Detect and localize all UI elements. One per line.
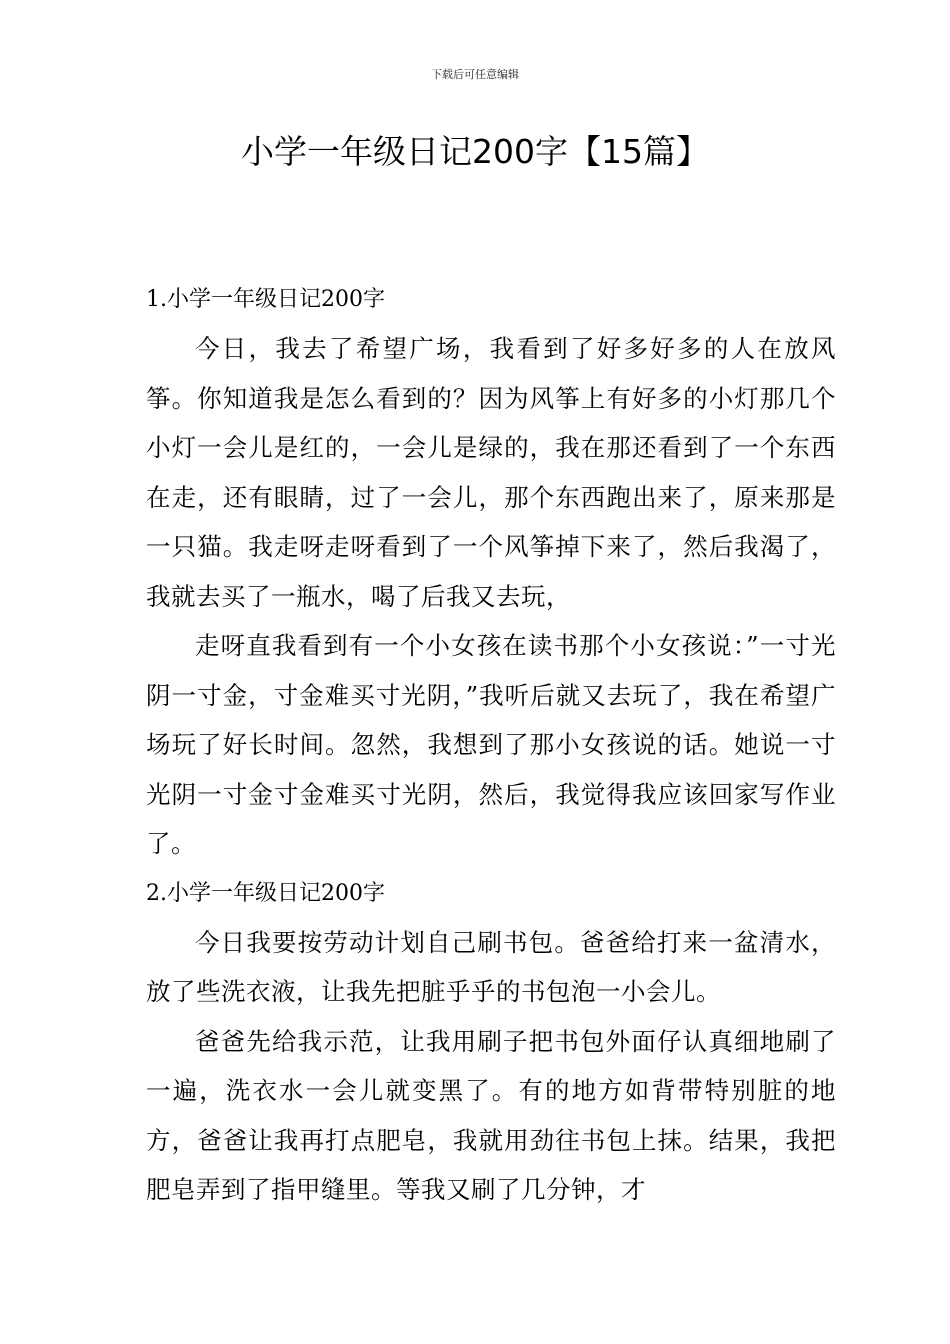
paragraph: 爸爸先给我示范，让我用刷子把书包外面仔认真细地刷了一遍，洗衣水一会儿就变黑了。有的地方如背带特别脏的地方，爸爸让我再打点肥皂，我就用劲往书包上抹。结果，我把肥皂弄到了指甲缝里。等我又刷了几分钟，才: [146, 1026, 836, 1204]
diary-section-1: [146, 275, 836, 869]
header-note: 下载后可任意编辑: [431, 68, 519, 81]
paragraph: 今日我要按劳动计划自己刷书包。爸爸给打来一盆清水，放了些洗衣液，让我先把脏乎乎的书包泡一小会儿。: [146, 927, 836, 1006]
diary-section-2: [146, 869, 836, 1215]
section-heading: 2.小学一年级日记200字: [146, 880, 385, 906]
paragraph: 走呀直我看到有一个小女孩在读书那个小女孩说：”一寸光阴一寸金，寸金难买寸光阴，”我听后就又去玩了，我在希望广场玩了好长时间。忽然，我想到了那小女孩说的话。她说一寸光阴一寸金寸金难买寸光阴，然后，我觉得我应该回家写作业了。: [146, 631, 836, 858]
section-heading: 1.小学一年级日记200字: [146, 287, 385, 312]
document-title: 小学一年级日记200字【15篇】: [241, 132, 709, 171]
document-body: [146, 275, 836, 1215]
paragraph: 今日，我去了希望广场，我看到了好多好多的人在放风筝。你知道我是怎么看到的？因为风筝上有好多的小灯那几个小灯一会儿是红的，一会儿是绿的，我在那还看到了一个东西在走，还有眼睛，过了一会儿，那个东西跑出来了，原来那是一只猫。我走呀走呀看到了一个风筝掉下来了，然后我渴了，我就去买了一瓶水，喝了后我又去玩，: [146, 334, 836, 611]
